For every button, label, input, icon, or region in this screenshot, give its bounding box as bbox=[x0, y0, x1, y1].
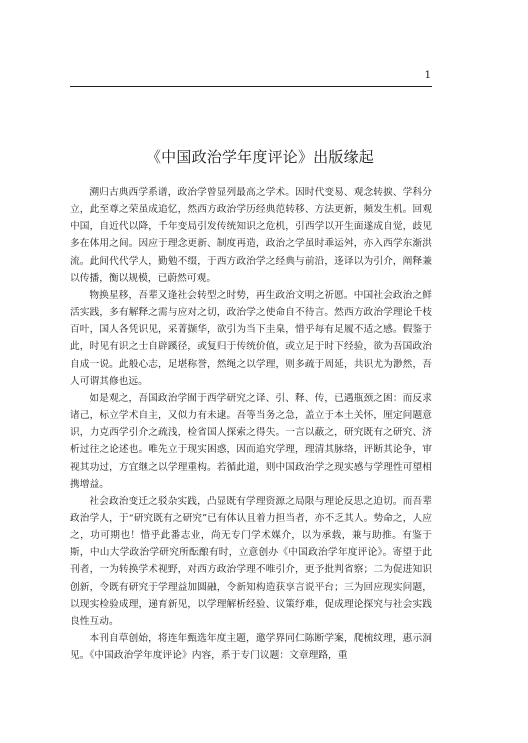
paragraph-5: 本刊自草创始，将连年甄选年度主题，邀学界同仁陈断学案，爬梳纹理，惠示洞见。《中国政治学年度评论》内容，系于专门议题：文章理路，重 bbox=[70, 633, 432, 662]
paragraph-1: 溯归古典西学系谱，政治学曾显列最高之学术。因时代变易、观念转捩、学科分立，此至尊之荣虽成追忆，然西方政治学历经典范转移、方法更新，頻发生机。回观中国，自近代以降，千年变局引发传统知识之危机，引西学以开生面遂成自觉，歧见多在体用之间。因应于理念更新、制度再造，政治之学虽时乖运舛，亦入西学东渐洪流。此间代代学人，勤勉不缀，于西方政治学之经典与前沿，迻译以为引介，阐释兼以传播，衡以规模，已蔚然可观。 bbox=[70, 187, 432, 284]
paragraph-4: 社会政治变迁之驳杂实践，凸显既有学理资源之局限与理论反思之迫切。而吾辈政治学人，于“研究既有之研究”已有体认且着力担当者，亦不乏其人。势命之，人应之，功可期也！惜乎此番志业，尚无专门学术媒介，以为承载，兼与助推。有鉴于斯，中山大学政治学研究所酝酿有时，立意创办《中国政治学年度评论》。寄望于此刊者，一为转换学术视野，对西方政治学理不唯引介，更予批判省察；二为促进知识创新，令既有研究于学理益加圆融，令新知构造获享言说平台；三为回应现实问题，以现实检验成理，递育新见，以学理解析经验、议策纾难，促成理论探究与社会实践良性互动。 bbox=[70, 495, 432, 627]
paragraph-3: 如是观之，吾国政治学囿于西学研究之译、引、释、传，已遇瓶颈之困：而反求诸己，标立学术自主，又似力有未逮。吾等当务之急，盖立于本土关怀，厘定问题意识，力克西学引介之疏浅，检省国人探索之得失。一言以蔽之，研究既有之研究、济析过往之论述也。唯先立于现实困惑，因而追究学理，理清其脉络，评断其论争，审视其功过，方宜继之以学理重构。若循此道，则中国政治学之现实感与学理性可望相携增益。 bbox=[70, 392, 432, 490]
paragraph-2: 物换星移，吾辈又逢社会转型之时势，再生政治文明之祈愿。中国社会政治之鲜活实践，多有解释之需与应对之切，政治学之使命自不待言。然西方政治学理论千枝百叶，国人各凭识见，采菁撷华，欲引为当下圭臬，惜乎每有足履不适之感。假鉴于此，时见有识之士自辟蹊径，或复归于传统价值，或立足于时下经验，欲为吾国政治自成一说。此般心志，足堪称誉，然绳之以学理，则多疏于周延，共识尤为渺然，吾人可谓其修也远。 bbox=[70, 289, 432, 387]
body-text bbox=[70, 184, 432, 664]
page-title: 《中国政治学年度评论》出版缘起 bbox=[145, 148, 374, 166]
header-divider bbox=[70, 86, 432, 87]
page-number: 1 bbox=[424, 70, 431, 81]
